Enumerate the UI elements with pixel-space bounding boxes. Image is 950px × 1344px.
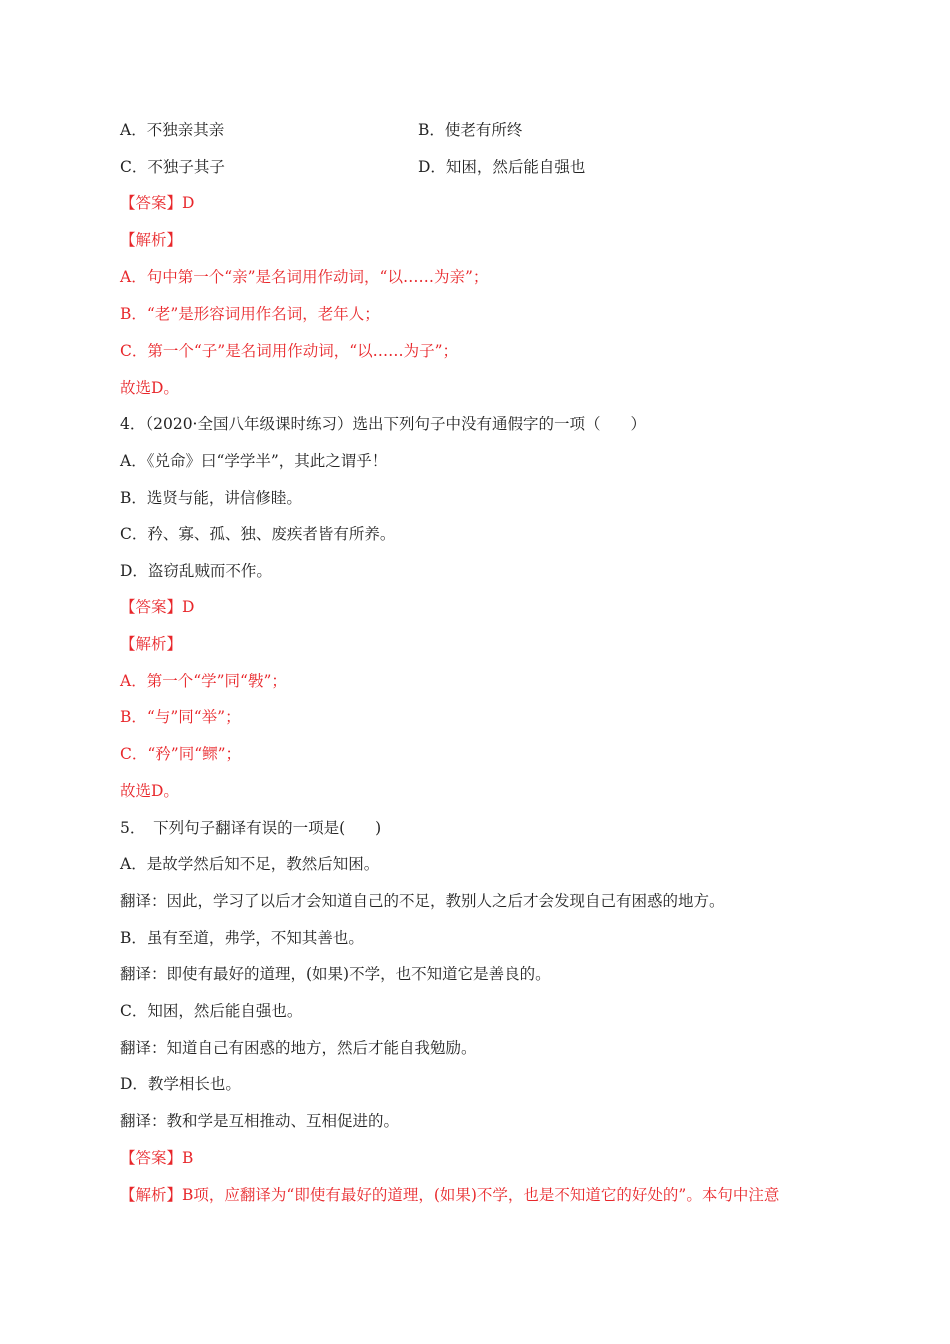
- q3-option-c: C．不独子其子: [120, 158, 225, 176]
- q4-option-c: C．矜、寡、孤、独、废疾者皆有所养。: [120, 525, 396, 543]
- q3-option-b: B．使老有所终: [418, 121, 523, 139]
- q4-analysis-tag: [120, 634, 182, 654]
- q5-line: 翻译：教和学是互相推动、互相促进的。: [120, 1112, 400, 1130]
- analysis-tag: 【解析】: [120, 231, 183, 249]
- q4-analysis-line: B．“与”同“举”；: [120, 708, 241, 726]
- answer-value: B: [182, 1149, 194, 1167]
- q3-analysis-tag: [120, 230, 182, 250]
- q4-option-a: A．《兑命》曰“学学半”，其此之谓乎！: [120, 452, 388, 470]
- q4-answer: [120, 597, 194, 617]
- q5-stem-text: 5． 下列句子翻译有误的一项是(: [120, 819, 346, 837]
- q4-analysis-line: C．“矜”同“鳏”；: [120, 745, 242, 763]
- q5-line: 翻译：知道自己有困惑的地方，然后才能自我勉励。: [120, 1039, 477, 1057]
- q3-analysis-line: A．句中第一个“亲”是名词用作动词，“以……为亲”；: [120, 268, 489, 286]
- q4-option-b: B．选贤与能，讲信修睦。: [120, 489, 302, 507]
- answer-tag: 【答案】: [120, 1149, 183, 1167]
- q5-line: A．是故学然后知不足，教然后知困。: [120, 855, 380, 873]
- q5-analysis: [120, 1185, 779, 1205]
- q5-line: 翻译：因此，学习了以后才会知道自己的不足，教别人之后才会发现自己有困惑的地方。: [120, 892, 725, 910]
- q3-option-a: A．不独亲其亲: [120, 121, 225, 139]
- q3-analysis-line: 故选D。: [120, 379, 179, 397]
- q3-option-d: D．知困，然后能自强也: [418, 158, 586, 176]
- q4-stem: [120, 414, 646, 434]
- q5-line: B．虽有至道，弗学，不知其善也。: [120, 929, 364, 947]
- analysis-tag: 【解析】: [120, 635, 183, 653]
- answer-tag: 【答案】: [120, 194, 183, 212]
- q4-stem-close: ）: [630, 415, 647, 433]
- q5-stem-close: ): [375, 819, 382, 837]
- q5-answer: [120, 1148, 193, 1168]
- q5-line: C．知困，然后能自强也。: [120, 1002, 303, 1020]
- analysis-tag: 【解析】: [120, 1186, 183, 1204]
- q4-analysis-line: 故选D。: [120, 782, 179, 800]
- q4-stem-text: 4．（2020·全国八年级课时练习）选出下列句子中没有通假字的一项（: [120, 415, 601, 433]
- analysis-text: B项，应翻译为“即使有最好的道理，(如果)不学，也是不知道它的好处的”。本句中注意: [182, 1186, 780, 1204]
- answer-value: D: [182, 598, 195, 616]
- q4-analysis-line: A．第一个“学”同“斅”；: [120, 672, 287, 690]
- q4-option-d: D．盗窃乱贼而不作。: [120, 562, 272, 580]
- answer-value: D: [182, 194, 195, 212]
- q5-line: D．教学相长也。: [120, 1075, 241, 1093]
- q5-line: 翻译：即使有最好的道理，(如果)不学，也不知道它是善良的。: [120, 965, 551, 983]
- q3-analysis-line: B．“老”是形容词用作名词，老年人；: [120, 305, 380, 323]
- q3-analysis-line: C．第一个“子”是名词用作动词，“以……为子”；: [120, 342, 459, 360]
- answer-tag: 【答案】: [120, 598, 183, 616]
- q3-answer: [120, 193, 194, 213]
- q5-stem: [120, 818, 381, 838]
